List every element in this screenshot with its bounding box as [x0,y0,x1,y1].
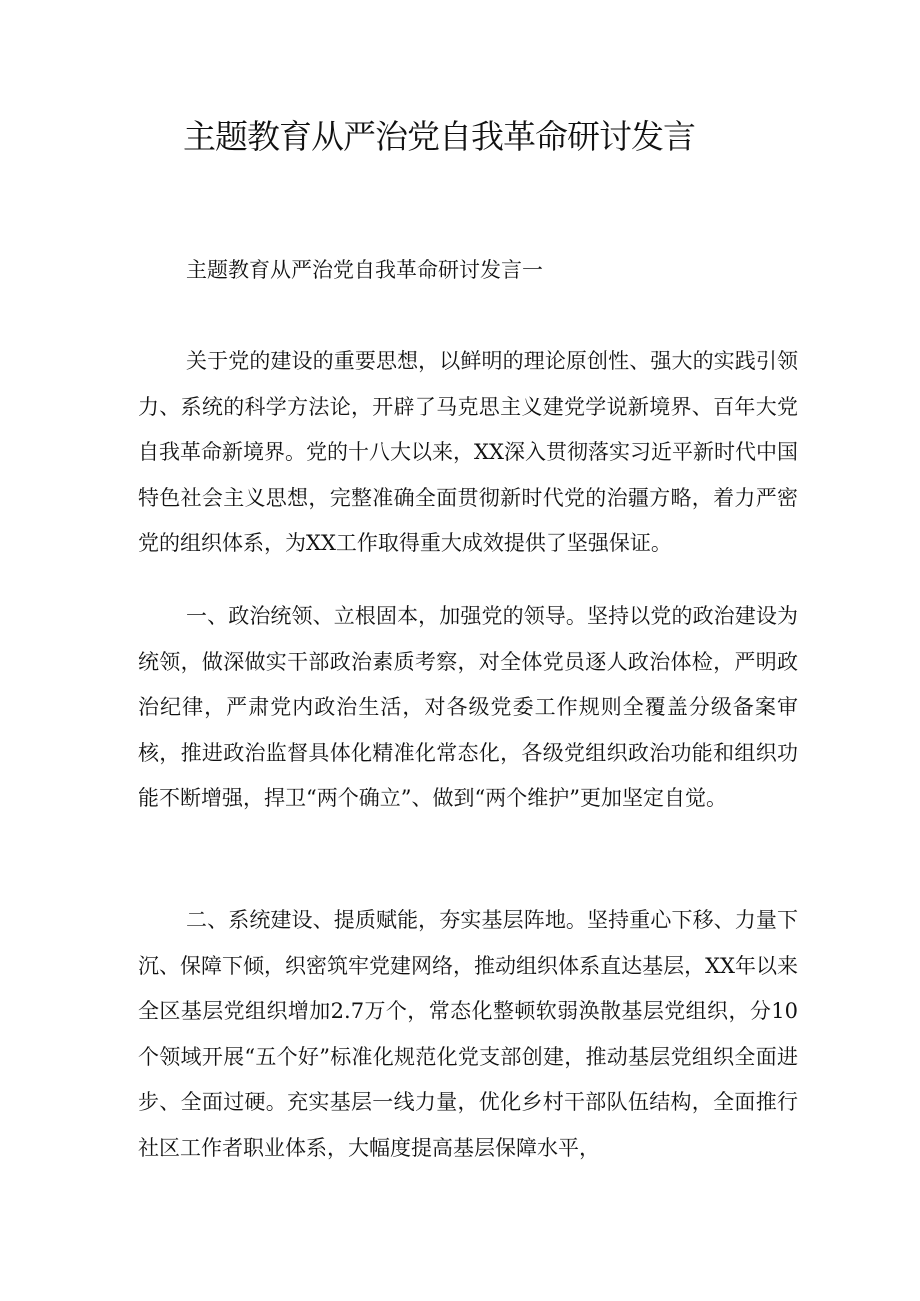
paragraph-section-one: 一、政治统领、立根固本，加强党的领导。坚持以党的政治建设为统领，做深做实干部政治素质考察，对全体党员逐人政治体检，严明政治纪律，严肃党内政治生活，对各级党委工作规则全覆盖分级备案审核，推进政治监督具体化精准化常态化，各级党组织政治功能和组织功能不断增强，捍卫“两个确立”、做到“两个维护”更加坚定自觉。 [138,604,798,811]
paragraph-intro: 关于党的建设的重要思想，以鲜明的理论原创性、强大的实践引领力、系统的科学方法论，开辟了马克思主义建党学说新境界、百年大党自我革命新境界。党的十八大以来，XX深入贯彻落实习近平新时代中国特色社会主义思想，完整准确全面贯彻新时代党的治疆方略，着力严密党的组织体系，为XX工作取得重大成效提供了坚强保证。 [138,349,798,556]
document-title: 主题教育从严治党自我革命研讨发言 [183,117,695,156]
document-subtitle: 主题教育从严治党自我革命研讨发言一 [186,258,543,282]
paragraph-section-two: 二、系统建设、提质赋能，夯实基层阵地。坚持重心下移、力量下沉、保障下倾，织密筑牢党建网络，推动组织体系直达基层，XX年以来全区基层党组织增加2.7万个，常态化整顿软弱涣散基层党组织，分10个领域开展“五个好”标准化规范化党支部创建，推动基层党组织全面进步、全面过硬。充实基层一线力量，优化乡村干部队伍结构，全面推行社区工作者职业体系，大幅度提高基层保障水平， [138,908,798,1160]
